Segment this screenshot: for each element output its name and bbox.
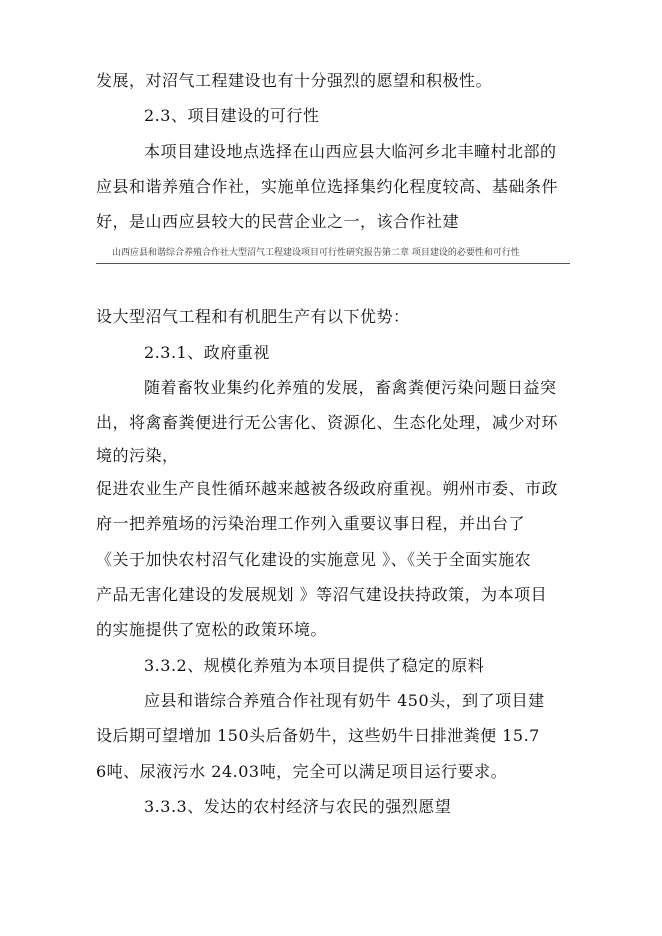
- text-line: 发展，对沼气工程建设也有十分强烈的愿望和积极性。: [96, 71, 493, 90]
- text-line: 设后期可望增加 150头后备奶牛，这些奶牛日排泄粪便 15.7: [96, 726, 540, 745]
- text-line: 境的污染，: [96, 446, 179, 465]
- running-header: 山西应县和谐综合养殖合作社大型沼气工程建设项目可行性研究报告第二章 项目建设的必要性和可行性: [112, 248, 520, 258]
- text-line: 好，是山西应县较大的民营企业之一，该合作社建: [96, 212, 460, 231]
- text-line: 随着畜牧业集约化养殖的发展，畜禽粪便污染问题日益突: [144, 378, 557, 397]
- section-heading: 2.3、项目建设的可行性: [144, 106, 320, 125]
- text-line: 设大型沼气工程和有机肥生产有以下优势：: [96, 307, 410, 326]
- text-line: 的实施提供了宽松的政策环境。: [96, 620, 328, 639]
- text-line: 6吨、尿液污水 24.03吨，完全可以满足项目运行要求。: [96, 762, 508, 781]
- text-line: 促进农业生产良性循环越来越被各级政府重视。朔州市委、市政: [96, 479, 559, 498]
- text-line: 府一把养殖场的污染治理工作列入重要议事日程，并出台了: [96, 514, 526, 533]
- text-line: 产品无害化建设的发展规划 》等沼气建设扶持政策，为本项目: [96, 585, 548, 604]
- text-line: 应县和谐养殖合作社，实施单位选择集约化程度较高、基础条件: [96, 177, 559, 196]
- header-rule: [96, 263, 570, 264]
- text-line: 应县和谐综合养殖合作社现有奶牛 450头，到了项目建: [144, 691, 545, 710]
- text-line: 本项目建设地点选择在山西应县大临河乡北丰疃村北部的: [144, 142, 557, 161]
- section-heading: 3.3.2、规模化养殖为本项目提供了稳定的原料: [144, 656, 485, 675]
- text-line: 出，将禽畜粪便进行无公害化、资源化、生态化处理，减少对环: [96, 413, 559, 432]
- text-line: 《关于加快农村沼气化建设的实施意见 》、《关于全面实施农: [96, 550, 532, 569]
- section-heading: 3.3.3、发达的农村经济与农民的强烈愿望: [144, 797, 452, 816]
- section-heading: 2.3.1、政府重视: [144, 343, 270, 362]
